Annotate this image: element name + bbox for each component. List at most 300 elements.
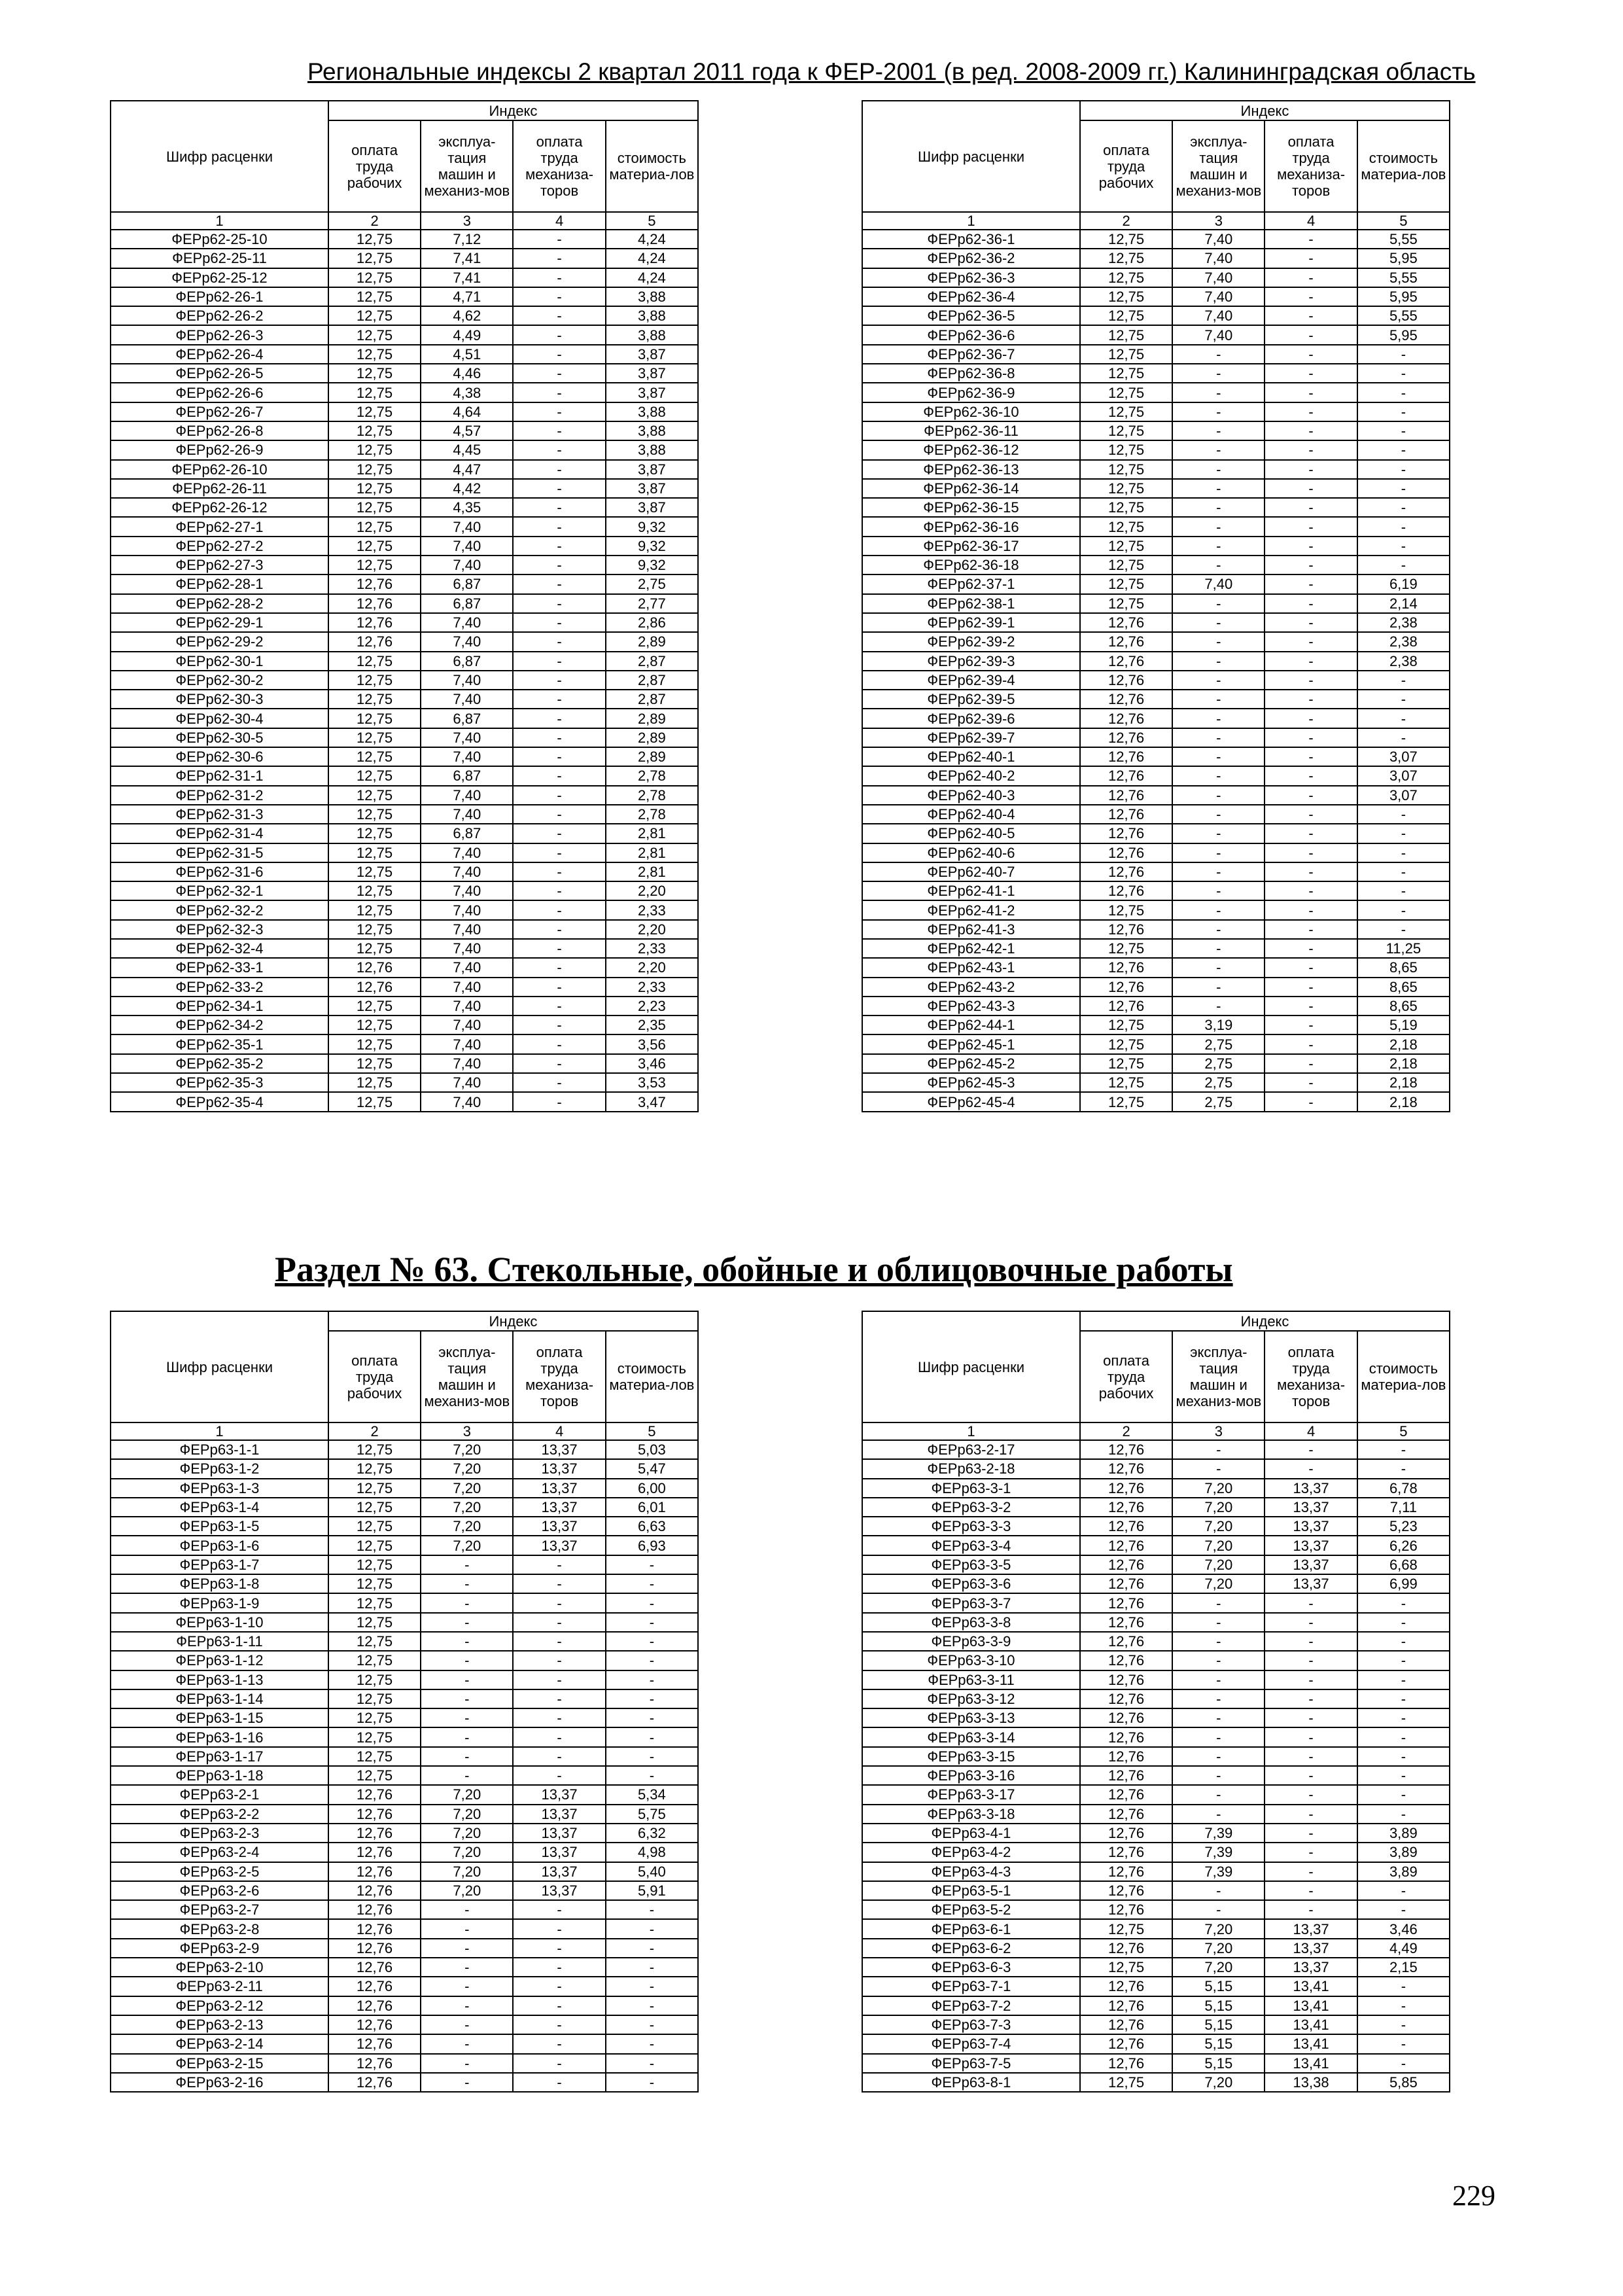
index-value-cell: 8,65 [1357, 958, 1450, 977]
index-value-cell: 8,65 [1357, 978, 1450, 997]
table-row [862, 1689, 1450, 1708]
index-value-cell: 12,75 [1080, 2073, 1172, 2092]
index-value-cell: 4,49 [1357, 1939, 1450, 1958]
index-value-cell: - [1357, 1651, 1450, 1670]
index-value-cell: - [1357, 479, 1450, 498]
index-value-cell: - [606, 1670, 698, 1689]
index-value-cell: - [1172, 383, 1265, 402]
rate-code-cell: ФЕРр62-30-6 [111, 747, 328, 766]
index-value-cell: 7,20 [421, 1479, 513, 1498]
index-value-cell: - [421, 2073, 513, 2092]
index-value-cell: 3,47 [606, 1092, 698, 1111]
table-row [862, 1073, 1450, 1092]
rate-code-cell: ФЕРр62-45-3 [862, 1073, 1080, 1092]
table-row [862, 1747, 1450, 1766]
index-value-cell: - [1357, 805, 1450, 824]
index-value-cell: 2,38 [1357, 632, 1450, 651]
index-value-cell: 12,75 [328, 900, 421, 919]
index-value-cell: - [421, 2034, 513, 2053]
index-value-cell: 7,20 [421, 1440, 513, 1459]
index-value-cell: 2,33 [606, 978, 698, 997]
index-value-cell: - [1172, 881, 1265, 900]
index-value-cell: 4,64 [421, 402, 513, 421]
table-row [111, 613, 698, 632]
rate-code-cell: ФЕРр62-32-4 [111, 939, 328, 958]
column-number: 5 [1357, 212, 1450, 230]
index-value-cell: - [513, 1593, 605, 1612]
index-value-cell: 3,87 [606, 479, 698, 498]
rate-code-cell: ФЕРр63-1-17 [111, 1747, 328, 1766]
index-value-cell: 2,18 [1357, 1034, 1450, 1053]
index-value-cell: - [513, 920, 605, 939]
index-value-cell: 6,99 [1357, 1574, 1450, 1593]
index-value-cell: 3,88 [606, 325, 698, 344]
index-value-cell: 5,15 [1172, 2034, 1265, 2053]
index-value-cell: 3,46 [1357, 1919, 1450, 1938]
index-value-cell: 12,76 [1080, 1805, 1172, 1824]
index-value-cell: - [1265, 421, 1357, 440]
index-value-cell: - [1265, 1881, 1357, 1900]
index-value-cell: - [1172, 747, 1265, 766]
index-value-cell: - [1265, 345, 1357, 364]
table-row [862, 325, 1450, 344]
index-value-cell: 7,40 [421, 632, 513, 651]
index-table-4 [862, 1311, 1450, 2093]
index-value-cell: 5,40 [606, 1862, 698, 1881]
index-value-cell: - [1357, 690, 1450, 709]
column-header-materials: стоимость материа-лов [606, 1331, 698, 1422]
rate-code-cell: ФЕРр63-1-8 [111, 1574, 328, 1593]
index-value-cell: 4,49 [421, 325, 513, 344]
index-value-cell: 13,41 [1265, 2034, 1357, 2053]
rate-code-cell: ФЕРр62-25-12 [111, 268, 328, 287]
rate-code-cell: ФЕРр62-28-1 [111, 574, 328, 593]
index-value-cell: - [513, 2073, 605, 2092]
index-value-cell: - [421, 1651, 513, 1670]
index-value-cell: - [421, 1747, 513, 1766]
index-value-cell: 2,81 [606, 824, 698, 843]
table-row [111, 421, 698, 440]
rate-code-cell: ФЕРр62-32-3 [111, 920, 328, 939]
table-row [862, 1593, 1450, 1612]
index-value-cell: 12,76 [328, 613, 421, 632]
rate-code-cell: ФЕРр63-1-10 [111, 1613, 328, 1632]
index-value-cell: - [1265, 440, 1357, 459]
index-value-cell: 7,20 [1172, 1498, 1265, 1517]
index-value-cell: 3,89 [1357, 1824, 1450, 1843]
table-row [111, 1498, 698, 1517]
index-value-cell: 6,68 [1357, 1555, 1450, 1574]
index-value-cell: - [1172, 1881, 1265, 1900]
index-value-cell: - [513, 824, 605, 843]
table-row [862, 1939, 1450, 1958]
index-value-cell: 12,75 [1080, 230, 1172, 249]
index-value-cell: - [1265, 1862, 1357, 1881]
rate-code-cell: ФЕРр63-1-12 [111, 1651, 328, 1670]
index-value-cell: - [1265, 460, 1357, 479]
index-value-cell: - [513, 1034, 605, 1053]
table-row [111, 1632, 698, 1651]
index-value-cell: - [421, 1593, 513, 1612]
column-header-code: Шифр расценки [111, 1311, 328, 1422]
index-value-cell: - [1265, 613, 1357, 632]
table-row [862, 1574, 1450, 1593]
index-value-cell: - [1357, 1747, 1450, 1766]
index-value-cell: - [1172, 402, 1265, 421]
index-value-cell: 12,75 [328, 1747, 421, 1766]
table-row [862, 1479, 1450, 1498]
index-value-cell: 5,95 [1357, 287, 1450, 306]
index-value-cell: 5,23 [1357, 1517, 1450, 1536]
index-value-cell: 6,00 [606, 1479, 698, 1498]
index-value-cell: - [606, 1613, 698, 1632]
table-row [862, 1919, 1450, 1938]
table-row [862, 958, 1450, 977]
index-value-cell: 6,87 [421, 709, 513, 728]
index-value-cell: 12,76 [328, 1785, 421, 1804]
index-value-cell: 12,76 [328, 632, 421, 651]
column-header-operator: оплата труда механиза-торов [513, 120, 605, 212]
index-value-cell: - [513, 1977, 605, 1996]
index-value-cell: 12,75 [328, 306, 421, 325]
index-value-cell: 12,75 [328, 1498, 421, 1517]
column-number: 1 [862, 1422, 1080, 1440]
index-value-cell: - [1265, 249, 1357, 268]
index-value-cell: 7,20 [421, 1824, 513, 1843]
column-header-materials: стоимость материа-лов [1357, 120, 1450, 212]
index-value-cell: 7,20 [421, 1805, 513, 1824]
rate-code-cell: ФЕРр62-26-8 [111, 421, 328, 440]
index-value-cell: - [513, 728, 605, 747]
table-row [111, 498, 698, 517]
index-value-cell: 3,87 [606, 498, 698, 517]
index-value-cell: - [513, 421, 605, 440]
index-value-cell: 7,40 [421, 728, 513, 747]
rate-code-cell: ФЕРр63-3-16 [862, 1766, 1080, 1785]
index-value-cell: 7,40 [1172, 287, 1265, 306]
rate-code-cell: ФЕРр62-36-17 [862, 537, 1080, 556]
index-value-cell: 12,75 [328, 1517, 421, 1536]
table-row [111, 1593, 698, 1612]
index-value-cell: 5,15 [1172, 1996, 1265, 2015]
index-value-cell: 12,75 [1080, 1073, 1172, 1092]
table-row [111, 460, 698, 479]
index-value-cell: - [421, 1670, 513, 1689]
index-value-cell: 5,91 [606, 1881, 698, 1900]
table-row [862, 1958, 1450, 1977]
table-row [111, 786, 698, 805]
index-value-cell: 12,75 [1080, 900, 1172, 919]
rate-code-cell: ФЕРр62-32-2 [111, 900, 328, 919]
rate-code-cell: ФЕРр63-6-2 [862, 1939, 1080, 1958]
index-value-cell: 12,76 [1080, 632, 1172, 651]
index-value-cell: 7,20 [1172, 1536, 1265, 1555]
table-row [111, 1727, 698, 1746]
index-value-cell: 3,53 [606, 1073, 698, 1092]
index-value-cell: - [1172, 1651, 1265, 1670]
index-value-cell: 12,76 [1080, 2015, 1172, 2034]
column-number: 3 [421, 1422, 513, 1440]
index-value-cell: 5,34 [606, 1785, 698, 1804]
table-row [111, 574, 698, 593]
index-value-cell: - [513, 1689, 605, 1708]
index-value-cell: 7,20 [1172, 1555, 1265, 1574]
table-row [862, 1555, 1450, 1574]
index-value-cell: - [1265, 1708, 1357, 1727]
rate-code-cell: ФЕРр62-39-5 [862, 690, 1080, 709]
index-value-cell: - [513, 613, 605, 632]
index-value-cell: 12,76 [328, 1958, 421, 1977]
table-row [111, 1016, 698, 1034]
index-value-cell: 7,20 [421, 1517, 513, 1536]
index-value-cell: 13,37 [1265, 1958, 1357, 1977]
rate-code-cell: ФЕРр62-45-4 [862, 1092, 1080, 1111]
index-value-cell: 7,40 [1172, 574, 1265, 593]
index-value-cell: 7,40 [421, 843, 513, 862]
index-value-cell: 7,20 [1172, 1958, 1265, 1977]
index-value-cell: 7,40 [421, 920, 513, 939]
index-value-cell: 2,35 [606, 1016, 698, 1034]
index-value-cell: 13,41 [1265, 1977, 1357, 1996]
index-value-cell: - [1172, 498, 1265, 517]
index-value-cell: - [1357, 1977, 1450, 1996]
index-value-cell: 5,55 [1357, 306, 1450, 325]
index-value-cell: 7,40 [421, 1073, 513, 1092]
table-row [111, 958, 698, 977]
table-row [111, 728, 698, 747]
index-value-cell: 12,75 [1080, 939, 1172, 958]
index-value-cell: - [513, 632, 605, 651]
index-value-cell: - [1265, 671, 1357, 690]
column-header-labor: оплата труда рабочих [328, 1331, 421, 1422]
index-value-cell: 2,75 [606, 574, 698, 593]
rate-code-cell: ФЕРр63-3-10 [862, 1651, 1080, 1670]
rate-code-cell: ФЕРр62-26-12 [111, 498, 328, 517]
rate-code-cell: ФЕРр62-45-1 [862, 1034, 1080, 1053]
index-value-cell: - [1172, 1613, 1265, 1632]
index-value-cell: 12,75 [1080, 537, 1172, 556]
index-value-cell: - [1265, 364, 1357, 383]
index-value-cell: 12,76 [328, 958, 421, 977]
index-value-cell: - [513, 2054, 605, 2073]
table-row [862, 766, 1450, 785]
index-value-cell: 12,75 [328, 1479, 421, 1498]
index-value-cell: - [1357, 1785, 1450, 1804]
index-value-cell: 7,40 [421, 1054, 513, 1073]
rate-code-cell: ФЕРр63-7-5 [862, 2054, 1080, 2073]
index-value-cell: 12,76 [1080, 1651, 1172, 1670]
index-value-cell: 13,38 [1265, 2073, 1357, 2092]
table-row [862, 1766, 1450, 1785]
index-value-cell: 12,76 [1080, 613, 1172, 632]
rate-code-cell: ФЕРр63-5-1 [862, 1881, 1080, 1900]
index-value-cell: 7,40 [421, 537, 513, 556]
index-value-cell: 4,45 [421, 440, 513, 459]
index-value-cell: 5,19 [1357, 1016, 1450, 1034]
rate-code-cell: ФЕРр62-26-7 [111, 402, 328, 421]
index-value-cell: - [1172, 1670, 1265, 1689]
index-value-cell: 12,76 [1080, 1881, 1172, 1900]
index-value-cell: - [1357, 1440, 1450, 1459]
index-value-cell: - [606, 1958, 698, 1977]
index-value-cell: - [1265, 824, 1357, 843]
table-row [111, 479, 698, 498]
index-value-cell: 12,76 [1080, 1459, 1172, 1478]
index-value-cell: 12,75 [1080, 1016, 1172, 1034]
table-row [862, 2054, 1450, 2073]
index-value-cell: 2,89 [606, 632, 698, 651]
index-value-cell: - [1357, 843, 1450, 862]
table-row [111, 709, 698, 728]
index-value-cell: - [1357, 1459, 1450, 1478]
index-value-cell: 7,40 [421, 939, 513, 958]
rate-code-cell: ФЕРр63-2-18 [862, 1459, 1080, 1478]
table-row [111, 2015, 698, 2034]
rate-code-cell: ФЕРр62-36-9 [862, 383, 1080, 402]
index-value-cell: - [1172, 862, 1265, 881]
table-row [862, 1977, 1450, 1996]
index-value-cell: - [1357, 1900, 1450, 1919]
rate-code-cell: ФЕРр62-30-3 [111, 690, 328, 709]
index-value-cell: 13,37 [513, 1805, 605, 1824]
index-value-cell: 6,87 [421, 766, 513, 785]
index-value-cell: - [1172, 958, 1265, 977]
table-row [862, 1785, 1450, 1804]
index-value-cell: 7,12 [421, 230, 513, 249]
rate-code-cell: ФЕРр62-35-2 [111, 1054, 328, 1073]
index-value-cell: - [1265, 1689, 1357, 1708]
rate-code-cell: ФЕРр63-1-16 [111, 1727, 328, 1746]
table-row [862, 268, 1450, 287]
index-value-cell: 12,75 [328, 1054, 421, 1073]
index-value-cell: - [513, 805, 605, 824]
index-value-cell: - [1265, 805, 1357, 824]
rate-code-cell: ФЕРр62-39-2 [862, 632, 1080, 651]
index-value-cell: - [1265, 1727, 1357, 1746]
rate-code-cell: ФЕРр62-31-5 [111, 843, 328, 862]
index-value-cell: 3,19 [1172, 1016, 1265, 1034]
rate-code-cell: ФЕРр62-36-11 [862, 421, 1080, 440]
rate-code-cell: ФЕРр62-30-5 [111, 728, 328, 747]
index-value-cell: - [1172, 632, 1265, 651]
rate-code-cell: ФЕРр62-40-2 [862, 766, 1080, 785]
index-value-cell: 13,41 [1265, 2015, 1357, 2034]
index-value-cell: - [513, 1632, 605, 1651]
index-value-cell: - [1265, 862, 1357, 881]
index-value-cell: 2,33 [606, 900, 698, 919]
index-value-cell: 7,20 [1172, 2073, 1265, 2092]
index-value-cell: - [513, 268, 605, 287]
index-value-cell: 3,89 [1357, 1862, 1450, 1881]
table-row [862, 881, 1450, 900]
index-value-cell: - [513, 997, 605, 1016]
index-value-cell: - [1172, 824, 1265, 843]
index-value-cell: 12,76 [1080, 1517, 1172, 1536]
index-value-cell: 7,40 [421, 997, 513, 1016]
rate-code-cell: ФЕРр63-7-2 [862, 1996, 1080, 2015]
table-row [111, 900, 698, 919]
rate-code-cell: ФЕРр63-5-2 [862, 1900, 1080, 1919]
rate-code-cell: ФЕРр62-26-11 [111, 479, 328, 498]
table-row [862, 1092, 1450, 1111]
column-header-machine: эксплуа-тация машин и механиз-мов [421, 1331, 513, 1422]
rate-code-cell: ФЕРр62-25-11 [111, 249, 328, 268]
rate-code-cell: ФЕРр62-30-4 [111, 709, 328, 728]
index-value-cell: 12,75 [1080, 1958, 1172, 1977]
index-value-cell: 7,20 [421, 1862, 513, 1881]
rate-code-cell: ФЕРр63-1-18 [111, 1766, 328, 1785]
index-value-cell: 2,87 [606, 690, 698, 709]
table-row [862, 306, 1450, 325]
index-value-cell: 12,75 [1080, 594, 1172, 613]
index-value-cell: - [1265, 1766, 1357, 1785]
rate-code-cell: ФЕРр62-30-1 [111, 652, 328, 671]
index-value-cell: - [1172, 978, 1265, 997]
index-value-cell: 13,37 [513, 1824, 605, 1843]
index-value-cell: - [421, 1766, 513, 1785]
rate-code-cell: ФЕРр62-41-1 [862, 881, 1080, 900]
page-header: Региональные индексы 2 квартал 2011 года к ФЕР-2001 (в ред. 2008-2009 гг.) Калининградская область [307, 58, 1476, 85]
rate-code-cell: ФЕРр63-1-11 [111, 1632, 328, 1651]
index-value-cell: 12,75 [328, 1651, 421, 1670]
index-value-cell: - [606, 1555, 698, 1574]
rate-code-cell: ФЕРр62-43-3 [862, 997, 1080, 1016]
index-value-cell: 3,87 [606, 345, 698, 364]
index-value-cell: 6,87 [421, 574, 513, 593]
index-value-cell: - [1357, 1708, 1450, 1727]
index-value-cell: 4,62 [421, 306, 513, 325]
index-value-cell: 12,76 [1080, 805, 1172, 824]
rate-code-cell: ФЕРр63-1-7 [111, 1555, 328, 1574]
index-value-cell: 13,37 [513, 1517, 605, 1536]
index-value-cell: - [513, 1555, 605, 1574]
index-value-cell: 7,20 [421, 1536, 513, 1555]
index-value-cell: 12,76 [1080, 1670, 1172, 1689]
table-row [111, 939, 698, 958]
index-value-cell: - [1172, 690, 1265, 709]
index-value-cell: - [606, 1747, 698, 1766]
index-value-cell: - [513, 556, 605, 574]
index-value-cell: 12,76 [328, 2073, 421, 2092]
index-value-cell: - [1265, 1651, 1357, 1670]
index-value-cell: - [1357, 1613, 1450, 1632]
rate-code-cell: ФЕРр63-1-3 [111, 1479, 328, 1498]
index-value-cell: 3,07 [1357, 747, 1450, 766]
column-header-index: Индекс [328, 101, 698, 120]
table-row [111, 1440, 698, 1459]
index-value-cell: 2,75 [1172, 1054, 1265, 1073]
index-value-cell: 8,65 [1357, 997, 1450, 1016]
rate-code-cell: ФЕРр62-34-1 [111, 997, 328, 1016]
index-value-cell: 2,23 [606, 997, 698, 1016]
index-value-cell: - [606, 1996, 698, 2015]
rate-code-cell: ФЕРр63-6-1 [862, 1919, 1080, 1938]
index-value-cell: 12,75 [328, 268, 421, 287]
index-value-cell: 7,40 [421, 517, 513, 536]
table-row [862, 632, 1450, 651]
rate-code-cell: ФЕРр62-36-15 [862, 498, 1080, 517]
rate-code-cell: ФЕРр62-27-2 [111, 537, 328, 556]
index-value-cell: - [513, 230, 605, 249]
index-value-cell: 4,51 [421, 345, 513, 364]
table-row [111, 1054, 698, 1073]
index-value-cell: 13,37 [1265, 1939, 1357, 1958]
index-value-cell: - [1172, 421, 1265, 440]
index-value-cell: - [513, 1092, 605, 1111]
index-value-cell: 12,76 [1080, 1843, 1172, 1862]
rate-code-cell: ФЕРр63-2-16 [111, 2073, 328, 2092]
index-value-cell: 2,18 [1357, 1092, 1450, 1111]
